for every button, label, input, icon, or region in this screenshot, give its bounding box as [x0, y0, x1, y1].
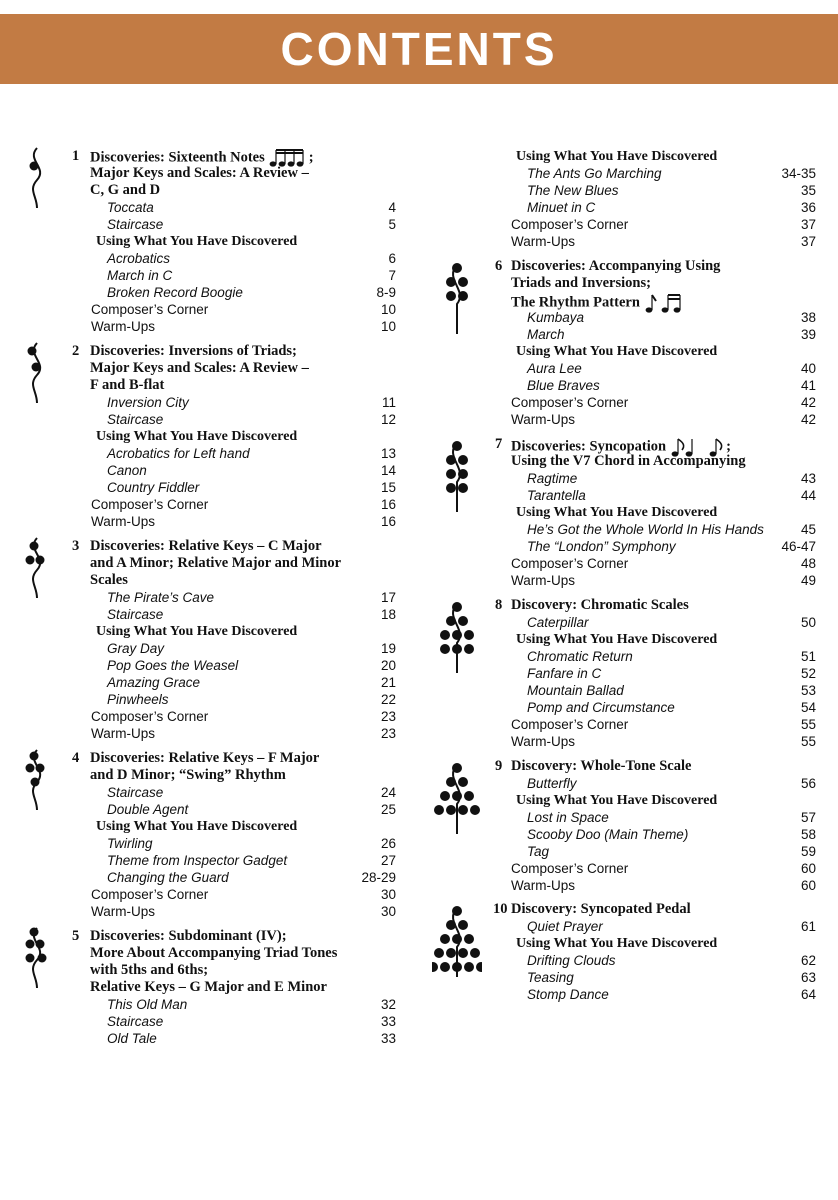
page-number: 34-35: [781, 166, 816, 181]
toc-entry: Composer’s Corner: [91, 302, 209, 317]
page-number: 30: [380, 904, 396, 919]
toc-entry: Staircase: [107, 1014, 164, 1029]
toc-entry: He’s Got the Whole World In His Hands: [527, 522, 764, 537]
subsection-heading: Using What You Have Discovered: [516, 793, 718, 808]
toc-entry: Canon: [107, 463, 147, 478]
chapter-heading: Discovery: Chromatic Scales: [511, 597, 689, 613]
heading-suffix: ;: [308, 149, 314, 166]
toc-entry: This Old Man: [107, 997, 188, 1012]
page-number: 37: [800, 217, 816, 232]
toc-entry: Inversion City: [107, 395, 189, 410]
toc-entry: Ragtime: [527, 471, 578, 486]
toc-entry: Toccata: [107, 200, 154, 215]
subsection-heading: Using What You Have Discovered: [96, 234, 298, 249]
toc-entry: Pomp and Circumstance: [527, 700, 675, 715]
page-number: 60: [800, 861, 816, 876]
toc-entry: Pinwheels: [107, 692, 169, 707]
page-number: 55: [800, 734, 816, 749]
page-number: 16: [380, 514, 396, 529]
toc-entry: Warm-Ups: [511, 573, 575, 588]
page-number: 45: [800, 522, 816, 537]
page-number: 24: [380, 785, 396, 800]
rhythm-pattern-icon: [644, 292, 688, 314]
chapter-heading: F and B-flat: [90, 377, 165, 393]
page-number: 16: [380, 497, 396, 512]
chapter-number: 4: [72, 750, 80, 766]
toc-entry: Staircase: [107, 412, 164, 427]
toc-entry: Composer’s Corner: [511, 861, 629, 876]
page-number: 10: [380, 319, 396, 334]
toc-entry: Warm-Ups: [91, 514, 155, 529]
page-number: 14: [380, 463, 396, 478]
treble-staff-icon-1: [22, 146, 52, 210]
toc-entry: Staircase: [107, 607, 164, 622]
page-number: 37: [800, 234, 816, 249]
page-number: 64: [800, 987, 816, 1002]
page-number: 46-47: [781, 539, 816, 554]
toc-entry: The Ants Go Marching: [527, 166, 662, 181]
page-number: 41: [800, 378, 816, 393]
page-number: 11: [381, 395, 396, 410]
subsection-heading: Using What You Have Discovered: [96, 819, 298, 834]
chapter-number: 10: [493, 901, 508, 917]
heading-suffix: ;: [726, 438, 731, 455]
page-number: 6: [388, 251, 396, 266]
chapter-heading: Scales: [90, 572, 128, 588]
page-number: 13: [380, 446, 396, 461]
toc-entry: Fanfare in C: [527, 666, 602, 681]
page-number: 36: [800, 200, 816, 215]
toc-entry: Minuet in C: [527, 200, 596, 215]
toc-entry: Changing the Guard: [107, 870, 229, 885]
page-number: 10: [380, 302, 396, 317]
toc-entry: The Pirate’s Cave: [107, 590, 215, 605]
page-number: 7: [388, 268, 396, 283]
page-number: 25: [380, 802, 396, 817]
toc-entry: Staircase: [107, 785, 164, 800]
note-tree-icon-7: [432, 438, 482, 514]
toc-entry: Composer’s Corner: [91, 497, 209, 512]
toc-entry: Mountain Ballad: [527, 683, 624, 698]
page-title: CONTENTS: [280, 23, 558, 75]
toc-entry: Lost in Space: [527, 810, 609, 825]
page-number: 27: [380, 853, 396, 868]
toc-entry: Composer’s Corner: [511, 556, 629, 571]
toc-entry: Tag: [527, 844, 550, 859]
treble-staff-icon-2: [22, 341, 52, 405]
chapter-number: 2: [72, 343, 80, 359]
page-number: 22: [380, 692, 396, 707]
toc-entry: Composer’s Corner: [91, 709, 209, 724]
page-number: 51: [800, 649, 816, 664]
toc-entry: The New Blues: [527, 183, 619, 198]
subsection-heading: Using What You Have Discovered: [516, 632, 718, 647]
toc-entry: Teasing: [527, 970, 574, 985]
page-number: 43: [800, 471, 816, 486]
chapter-heading: C, G and D: [90, 182, 161, 198]
toc-entry: Warm-Ups: [91, 904, 155, 919]
chapter-number: 8: [495, 597, 503, 613]
contents-banner: [0, 14, 838, 84]
toc-entry: Composer’s Corner: [91, 887, 209, 902]
chapter-number: 5: [72, 928, 80, 944]
chapter-heading: and A Minor; Relative Major and Minor: [90, 555, 342, 571]
chapter-heading: Relative Keys – G Major and E Minor: [90, 979, 327, 995]
chapter-heading: Triads and Inversions;: [511, 275, 651, 291]
treble-staff-icon-4: [22, 748, 52, 812]
subsection-heading: Using What You Have Discovered: [96, 624, 298, 639]
subsection-heading: Using What You Have Discovered: [516, 936, 718, 951]
toc-entry: Acrobatics for Left hand: [107, 446, 250, 461]
page-number: 59: [800, 844, 816, 859]
toc-entry: Composer’s Corner: [511, 395, 629, 410]
page-number: 12: [380, 412, 396, 427]
page-number: 4: [388, 200, 396, 215]
treble-staff-icon-5: [22, 926, 52, 990]
chapter-heading: with 5ths and 6ths;: [90, 962, 209, 978]
page-number: 42: [800, 395, 816, 410]
chapter-heading: Major Keys and Scales: A Review –: [90, 360, 309, 376]
page-number: 52: [800, 666, 816, 681]
chapter-heading: Discoveries: Relative Keys – F Major: [90, 750, 320, 766]
page-number: 33: [380, 1031, 396, 1046]
toc-entry: Gray Day: [107, 641, 165, 656]
chapter-heading: Major Keys and Scales: A Review –: [90, 165, 309, 181]
toc-entry: Warm-Ups: [511, 412, 575, 427]
chapter-heading: Discoveries: Relative Keys – C Major: [90, 538, 322, 554]
page-number: 38: [800, 310, 816, 325]
page-number: 15: [380, 480, 396, 495]
page-number: 61: [800, 919, 816, 934]
page-number: 26: [380, 836, 396, 851]
page-number: 62: [800, 953, 816, 968]
chapter-heading: More About Accompanying Triad Tones: [90, 945, 338, 961]
toc-entry: Pop Goes the Weasel: [107, 658, 239, 673]
page-number: 28-29: [361, 870, 396, 885]
chapter-heading: The Rhythm Pattern: [511, 292, 688, 309]
toc-entry: Drifting Clouds: [527, 953, 616, 968]
chapter-heading: Using the V7 Chord in Accompanying: [511, 453, 746, 469]
page-number: 23: [380, 726, 396, 741]
page-number: 63: [800, 970, 816, 985]
toc-entry: Warm-Ups: [91, 319, 155, 334]
subsection-heading: Using What You Have Discovered: [96, 429, 298, 444]
page-number: 49: [800, 573, 816, 588]
page-number: 20: [380, 658, 396, 673]
page-number: 42: [800, 412, 816, 427]
chapter-number: 1: [72, 148, 80, 164]
page-number: 33: [380, 1014, 396, 1029]
toc-entry: Blue Braves: [527, 378, 600, 393]
toc-entry: Chromatic Return: [527, 649, 633, 664]
page-number: 8-9: [376, 285, 396, 300]
toc-entry: Amazing Grace: [107, 675, 201, 690]
toc-entry: Butterfly: [527, 776, 577, 791]
toc-entry: Aura Lee: [527, 361, 582, 376]
chapter-number: 7: [495, 436, 503, 452]
page-number: 17: [380, 590, 396, 605]
toc-entry: Kumbaya: [527, 310, 585, 325]
page-number: 53: [800, 683, 816, 698]
treble-staff-icon-3: [22, 536, 52, 600]
page-number: 30: [380, 887, 396, 902]
toc-entry: Broken Record Boogie: [107, 285, 243, 300]
page-number: 54: [800, 700, 816, 715]
toc-entry: Warm-Ups: [511, 878, 575, 893]
toc-entry: Composer’s Corner: [511, 717, 629, 732]
page-number: 5: [388, 217, 396, 232]
toc-entry: Warm-Ups: [511, 234, 575, 249]
page-number: 58: [800, 827, 816, 842]
chapter-number: 6: [495, 258, 503, 274]
page-number: 23: [380, 709, 396, 724]
toc-entry: Staircase: [107, 217, 164, 232]
page-number: 21: [380, 675, 396, 690]
chapter-heading: Discovery: Syncopated Pedal: [511, 901, 691, 917]
chapter-number: 3: [72, 538, 80, 554]
page-number: 48: [800, 556, 816, 571]
chapter-heading: Discoveries: Accompanying Using: [511, 258, 721, 274]
page-number: 35: [800, 183, 816, 198]
note-tree-icon-10: [432, 903, 482, 979]
page-number: 50: [800, 615, 816, 630]
toc-entry: March in C: [107, 268, 173, 283]
toc-entry: Composer’s Corner: [511, 217, 629, 232]
toc-entry: The “London” Symphony: [527, 539, 676, 554]
toc-entry: Tarantella: [527, 488, 586, 503]
note-tree-icon-8: [432, 599, 482, 675]
note-tree-icon-6: [432, 260, 482, 336]
page-number: 19: [380, 641, 396, 656]
toc-entry: Scooby Doo (Main Theme): [527, 827, 689, 842]
chapter-heading: and D Minor; “Swing” Rhythm: [90, 767, 286, 783]
page-number: 18: [380, 607, 396, 622]
toc-entry: Country Fiddler: [107, 480, 200, 495]
subsection-heading: Using What You Have Discovered: [516, 505, 718, 520]
page-number: 40: [800, 361, 816, 376]
subsection-heading: Using What You Have Discovered: [516, 149, 718, 164]
chapter-heading: Discoveries: Sixteenth Notes ;: [90, 148, 314, 165]
page-number: 39: [800, 327, 816, 342]
toc-entry: Twirling: [107, 836, 153, 851]
subsection-heading: Using What You Have Discovered: [516, 344, 718, 359]
toc-entry: Double Agent: [107, 802, 189, 817]
note-tree-icon-9: [432, 760, 482, 836]
toc-entry: Caterpillar: [527, 615, 589, 630]
toc-entry: Stomp Dance: [527, 987, 609, 1002]
toc-entry: Warm-Ups: [511, 734, 575, 749]
page-number: 57: [800, 810, 816, 825]
chapter-number: 9: [495, 758, 503, 774]
page-number: 56: [800, 776, 816, 791]
toc-entry: Theme from Inspector Gadget: [107, 853, 288, 868]
toc-entry: March: [527, 327, 565, 342]
chapter-heading: Discovery: Whole-Tone Scale: [511, 758, 692, 774]
chapter-heading: Discoveries: Inversions of Triads;: [90, 343, 297, 359]
toc-entry: Acrobatics: [107, 251, 171, 266]
page-number: 32: [380, 997, 396, 1012]
page-number: 44: [800, 488, 816, 503]
toc-entry: Quiet Prayer: [527, 919, 603, 934]
chapter-heading: Discoveries: Subdominant (IV);: [90, 928, 287, 944]
chapter-heading: Discoveries: Syncopation ;: [511, 436, 731, 453]
toc-entry: Old Tale: [107, 1031, 157, 1046]
toc-entry: Warm-Ups: [91, 726, 155, 741]
page-number: 60: [800, 878, 816, 893]
page-number: 55: [800, 717, 816, 732]
